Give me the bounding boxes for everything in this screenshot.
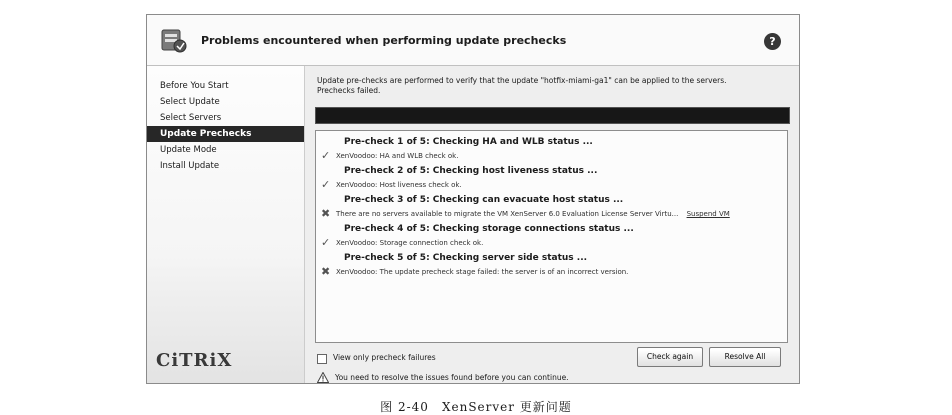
precheck-result — [316, 207, 787, 221]
warning-icon — [317, 372, 329, 383]
view-only-failures-label[interactable]: View only precheck failures — [333, 353, 436, 362]
check-icon: ✓ — [321, 178, 331, 191]
wizard-sidebar — [147, 66, 305, 383]
resolve-all-button[interactable]: Resolve All — [709, 347, 781, 367]
precheck-status: Prechecks failed. — [317, 85, 381, 95]
figure-caption: 图 2-40 XenServer 更新问题 — [380, 400, 572, 414]
sidebar-item-update-mode[interactable]: Update Mode — [160, 145, 217, 155]
sidebar-item-before-you-start[interactable]: Before You Start — [160, 81, 229, 91]
precheck-heading: Pre-check 5 of 5: Checking server side status ... — [344, 253, 588, 263]
result-text: XenVoodoo: The update precheck stage failed: the server is of an incorrect version. — [336, 268, 629, 276]
suspend-vm-link[interactable]: Suspend VM — [686, 210, 730, 218]
check-icon: ✓ — [321, 236, 331, 249]
server-update-icon — [159, 26, 187, 54]
intro-description: Update pre-checks are performed to verify that the update "hotfix-miami-ga1" can be applied to the servers. — [317, 76, 727, 85]
sidebar-item-install-update[interactable]: Install Update — [160, 161, 220, 171]
precheck-heading: Pre-check 1 of 5: Checking HA and WLB status ... — [344, 137, 593, 147]
result-text: XenVoodoo: Host liveness check ok. — [336, 181, 462, 189]
citrix-logo: CiTRiX — [156, 350, 233, 371]
error-icon: ✖ — [321, 265, 331, 278]
precheck-result — [316, 236, 787, 250]
precheck-results-list[interactable] — [315, 130, 788, 343]
precheck-result — [316, 265, 787, 279]
intro-text — [317, 76, 787, 95]
precheck-result — [316, 149, 787, 163]
main-panel — [305, 66, 799, 383]
precheck-heading: Pre-check 2 of 5: Checking host liveness status ... — [344, 166, 598, 176]
check-icon: ✓ — [321, 149, 331, 162]
progress-bar — [315, 107, 790, 124]
precheck-heading: Pre-check 3 of 5: Checking can evacuate host status ... — [344, 195, 624, 205]
warning-message: You need to resolve the issues found before you can continue. — [335, 373, 569, 382]
sidebar-item-update-prechecks[interactable]: Update Prechecks — [147, 126, 304, 142]
help-icon[interactable]: ? — [764, 33, 781, 50]
wizard-steps — [147, 78, 304, 174]
sidebar-item-select-update[interactable]: Select Update — [160, 97, 220, 107]
title-bar — [147, 15, 799, 66]
view-only-failures-checkbox[interactable] — [317, 354, 327, 364]
error-icon: ✖ — [321, 207, 331, 220]
result-text: XenVoodoo: HA and WLB check ok. — [336, 152, 459, 160]
result-text: XenVoodoo: Storage connection check ok. — [336, 239, 484, 247]
precheck-result — [316, 178, 787, 192]
result-text: There are no servers available to migrate the VM XenServer 6.0 Evaluation License Server Virtu... — [336, 210, 679, 218]
dialog-title: Problems encountered when performing update prechecks — [201, 34, 567, 47]
check-again-button[interactable]: Check again — [637, 347, 703, 367]
precheck-dialog — [146, 14, 800, 384]
precheck-heading: Pre-check 4 of 5: Checking storage connections status ... — [344, 224, 634, 234]
sidebar-item-select-servers[interactable]: Select Servers — [160, 113, 222, 123]
